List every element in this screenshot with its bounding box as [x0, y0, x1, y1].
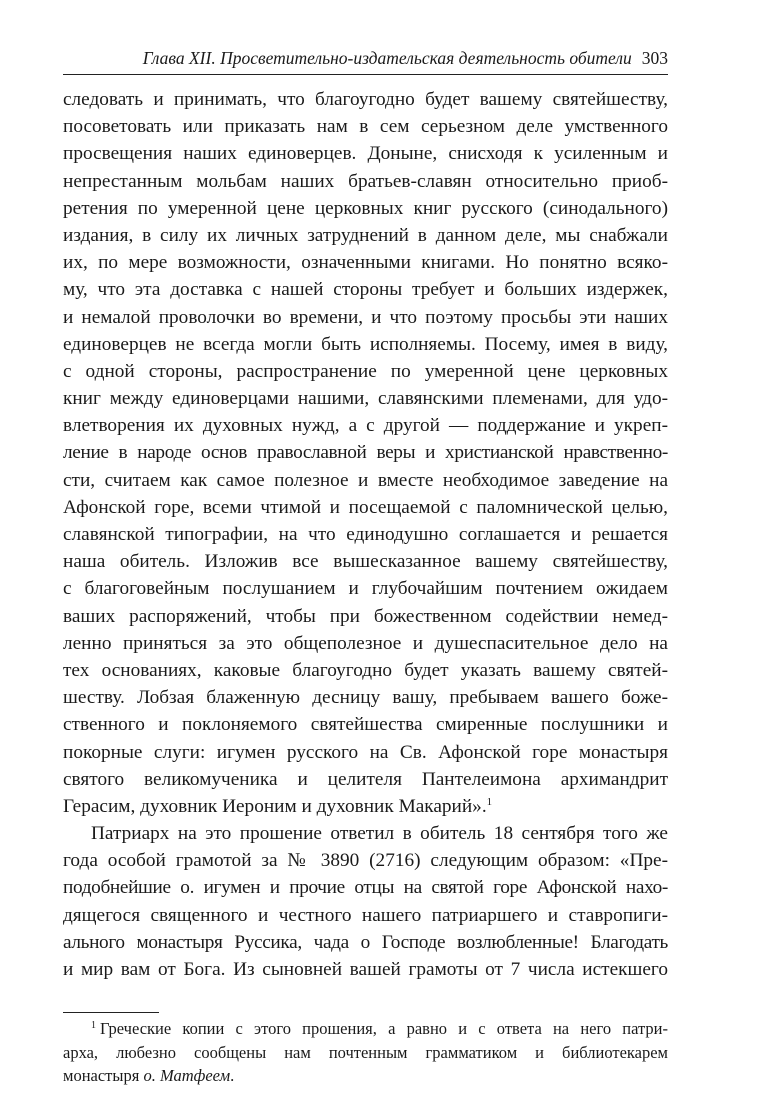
text-line: ального монастыря Руссика, чада о Господе возлюбленные! Благодать	[63, 931, 668, 953]
footnote-text: .	[230, 1066, 235, 1086]
text-line: дящегося священного и честного нашего патриаршего и ставропиги-	[63, 904, 668, 926]
text-line: му, что эта доставка с нашей стороны требует и больших издержек,	[63, 279, 668, 301]
text-line: славянской типографии, на что единодушно соглашается и решается	[63, 524, 668, 545]
text-line: следовать и принимать, что благоугодно будет вашему святейшеству,	[63, 89, 668, 110]
footnote-line: арха, любезно сообщены нам почтенным грамматиком и библиотекарем	[63, 1042, 668, 1062]
book-page	[63, 38, 668, 1086]
text-line: шеству. Лобзая блаженную десницу вашу, пребываем вашего боже-	[63, 687, 668, 709]
paragraph-first-line: Патриарх на это прошение ответил в обитель 18 сентября того же	[91, 823, 668, 845]
footnote-line	[63, 1017, 668, 1041]
running-head	[63, 38, 668, 68]
text-line: ваших распоряжений, чтобы при божественном содействии немед-	[63, 605, 668, 627]
header-rule	[63, 74, 668, 75]
footnote-reference: 1	[486, 795, 493, 808]
text-line: непрестанным мольбам наших братьев-славян относительно приоб-	[63, 170, 668, 192]
text-line: ственного и поклоняемого святейшества смиренные послушники и	[63, 714, 668, 736]
text-line: единоверцев не всегда могли быть исполняемы. Посему, имея в виду,	[63, 333, 668, 355]
text-line: издания, в силу их личных затруднений в данном деле, мы снабжали	[63, 224, 668, 246]
footnote-text: монастыря	[63, 1066, 144, 1086]
text-line: ление в народе основ православной веры и христианской нравственно-	[63, 442, 668, 464]
footnote-rule	[63, 1012, 159, 1013]
text-line: просвещения наших единоверцев. Доныне, снисходя к усиленным и	[63, 143, 668, 165]
footnote	[63, 1017, 668, 1088]
footnote-name: о. Матфеем	[143, 1066, 231, 1086]
main-text	[63, 86, 668, 983]
text-line-with-footnote	[63, 793, 668, 820]
text-line: и немалой проволочки во времени, и что поэтому просьбы эти наших	[63, 306, 668, 328]
chapter-title: Глава XII. Просветительно-издательская деятельность обители	[142, 48, 632, 68]
text-line: тех основаниях, каковые благоугодно будет указать вашему святей-	[63, 659, 668, 681]
text-line: Герасим, духовник Иероним и духовник Макарий».	[63, 795, 487, 817]
footnote-number: 1	[91, 1020, 96, 1032]
text-line: ленно приняться за это общеполезное и душеспасительное дело на	[63, 632, 668, 654]
text-line: с благоговейным послушанием и глубочайшим почтением ожидаем	[63, 578, 668, 600]
text-line: покорные слуги: игумен русского на Св. Афонской горе монастыря	[63, 741, 668, 763]
text-line: наша обитель. Изложив все вышесказанное вашему святейшеству,	[63, 551, 668, 573]
text-line: ретения по умеренной цене церковных книг русского (синодального)	[63, 197, 668, 219]
text-line: Афонской горе, всеми чтимой и посещаемой с паломнической целью,	[63, 496, 668, 518]
footnote-line	[63, 1064, 668, 1088]
text-line: с одной стороны, распространение по умеренной цене церковных	[63, 360, 668, 382]
page-number: 303	[641, 48, 668, 68]
text-line: святого великомученика и целителя Пантелеимона архимандрит	[63, 768, 668, 790]
text-line: подобнейшие о. игумен и прочие отцы на святой горе Афонской нахо-	[63, 877, 668, 899]
text-line: и мир вам от Бога. Из сыновней вашей грамоты от 7 числа истекшего	[63, 959, 668, 980]
text-line: посоветовать или приказать нам в сем серьезном деле умственного	[63, 116, 668, 138]
text-line: их, по мере возможности, означенными книгами. Но понятно всяко-	[63, 252, 668, 274]
footnote-text: Греческие копии с этого прошения, а равно и с ответа на него патри-	[100, 1019, 668, 1039]
text-line: сти, считаем как самое полезное и вместе необходимое заведение на	[63, 469, 668, 491]
text-line: книг между единоверцами нашими, славянскими племенами, для удо-	[63, 388, 668, 410]
text-line: влетворения их духовных нужд, а с другой — поддержание и укреп-	[63, 415, 668, 437]
text-line: года особой грамотой за № 3890 (2716) следующим образом: «Пре-	[63, 850, 668, 872]
